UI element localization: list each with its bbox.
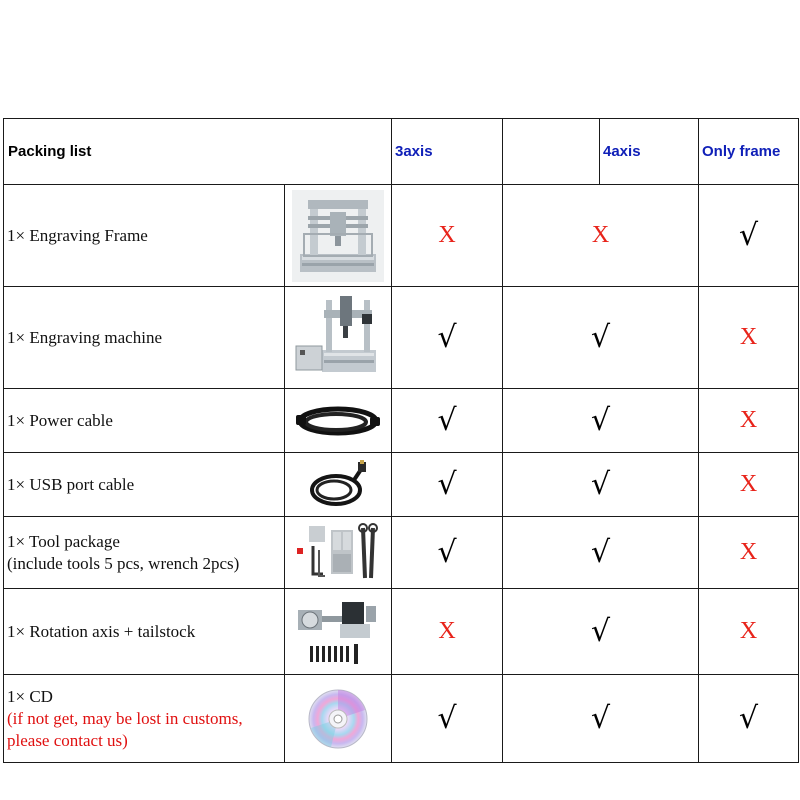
item-label-cell	[4, 517, 285, 589]
power-cable-image	[292, 399, 384, 443]
mark-only-frame: X	[699, 589, 799, 675]
empty-header-cell	[503, 119, 600, 185]
mark-4axis: √	[503, 287, 699, 389]
mark-only-frame: X	[699, 287, 799, 389]
item-label: 1× Power cable	[4, 389, 285, 453]
item-image-cell	[285, 389, 392, 453]
header-row	[4, 119, 799, 185]
item-image-cell	[285, 675, 392, 763]
item-label: 1× CD	[7, 686, 53, 706]
item-label-cell	[4, 675, 285, 763]
mark-3axis: √	[392, 453, 503, 517]
rotation-axis-image	[292, 594, 384, 670]
item-label: 1× Tool package	[7, 531, 120, 551]
item-sublabel: (include tools 5 pcs, wrench 2pcs)	[7, 553, 240, 573]
cd-note: (if not get, may be lost in customs, please contact us)	[7, 708, 243, 750]
item-label: 1× Rotation axis + tailstock	[4, 589, 285, 675]
mark-only-frame: X	[699, 517, 799, 589]
mark-only-frame: √	[699, 185, 799, 287]
mark-3axis: √	[392, 389, 503, 453]
packing-list-title: Packing list	[4, 119, 392, 185]
mark-4axis: √	[503, 589, 699, 675]
mark-3axis: X	[392, 185, 503, 287]
mark-3axis: √	[392, 675, 503, 763]
table-row	[4, 185, 799, 287]
mark-4axis: √	[503, 675, 699, 763]
mark-4axis: X	[503, 185, 699, 287]
mark-4axis: √	[503, 517, 699, 589]
column-only-frame: Only frame	[699, 119, 799, 185]
usb-cable-image	[292, 460, 384, 510]
item-image-cell	[285, 453, 392, 517]
table-row	[4, 675, 799, 763]
item-label: 1× USB port cable	[4, 453, 285, 517]
cd-image	[307, 688, 369, 750]
engraving-machine-image	[292, 292, 384, 384]
mark-only-frame: X	[699, 389, 799, 453]
item-image-cell	[285, 287, 392, 389]
item-image-cell	[285, 589, 392, 675]
item-image-cell	[285, 185, 392, 287]
engraving-frame-image	[292, 190, 384, 282]
packing-list-table	[3, 118, 799, 763]
mark-only-frame: √	[699, 675, 799, 763]
tool-package-image	[293, 522, 383, 584]
item-label: 1× Engraving machine	[4, 287, 285, 389]
mark-only-frame: X	[699, 453, 799, 517]
mark-3axis: √	[392, 517, 503, 589]
table-row	[4, 517, 799, 589]
table-row	[4, 589, 799, 675]
column-3axis: 3axis	[392, 119, 503, 185]
mark-4axis: √	[503, 453, 699, 517]
table-row	[4, 453, 799, 517]
table-row	[4, 389, 799, 453]
mark-3axis: √	[392, 287, 503, 389]
item-label: 1× Engraving Frame	[4, 185, 285, 287]
mark-3axis: X	[392, 589, 503, 675]
table-row	[4, 287, 799, 389]
item-image-cell	[285, 517, 392, 589]
column-4axis: 4axis	[600, 119, 699, 185]
mark-4axis: √	[503, 389, 699, 453]
